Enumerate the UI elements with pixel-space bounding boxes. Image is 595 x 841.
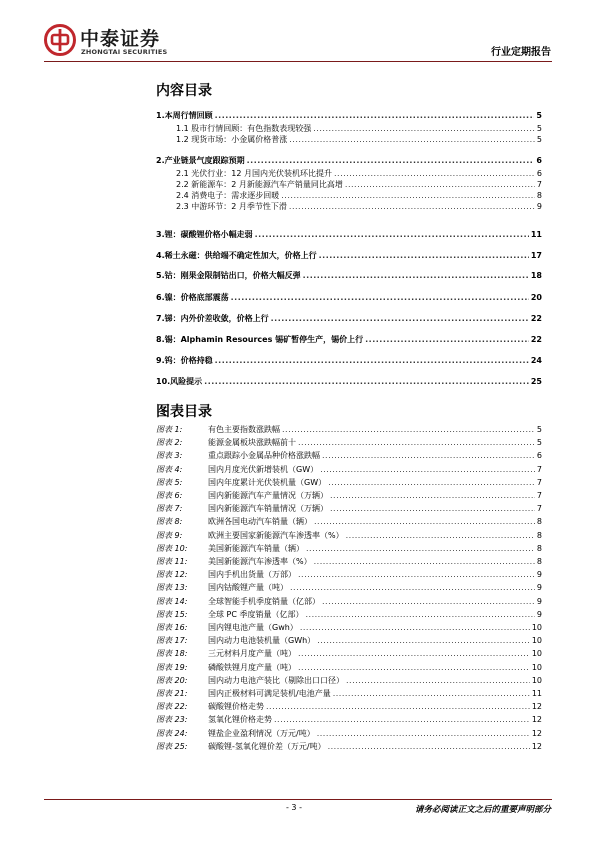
- toc-entry[interactable]: [156, 201, 542, 212]
- dot-leader: [274, 714, 530, 725]
- logo-chinese-name: 中泰证券: [80, 28, 161, 50]
- toc-entry[interactable]: [156, 292, 542, 303]
- figure-number: 图表 2:: [156, 438, 183, 447]
- figure-number: 图表 21:: [156, 689, 188, 698]
- dot-leader: [289, 134, 535, 145]
- toc-entry-page: 11: [530, 230, 542, 239]
- toc-entry-page: 25: [530, 377, 542, 386]
- figure-number: 图表 4:: [156, 465, 183, 474]
- dot-leader: [204, 376, 529, 387]
- figure-entry[interactable]: [156, 437, 542, 448]
- dot-leader: [289, 201, 535, 212]
- toc-entry-label: 3.锂：碳酸锂价格小幅走弱: [156, 230, 253, 239]
- figure-page: 5: [536, 425, 542, 434]
- figure-number: 图表 15:: [156, 610, 188, 619]
- figure-label: 氢氧化锂价格走势: [208, 715, 272, 724]
- figure-label: 碳酸锂-氢氧化锂价差（万元/吨）: [208, 742, 326, 751]
- figure-entry[interactable]: [156, 424, 542, 435]
- toc-entry[interactable]: [156, 229, 542, 240]
- dot-leader: [346, 675, 530, 686]
- dot-leader: [281, 190, 535, 201]
- toc-entry-label: 9.钨：价格持稳: [156, 356, 213, 365]
- dot-leader: [319, 250, 529, 261]
- figure-label: 锂盐企业盈利情况（万元/吨）: [208, 729, 315, 738]
- figure-page: 5: [536, 438, 542, 447]
- figure-entry[interactable]: [156, 714, 542, 725]
- toc-entry[interactable]: [156, 190, 542, 201]
- figure-entry[interactable]: [156, 516, 542, 527]
- toc-entry-page: 18: [530, 271, 542, 280]
- dot-leader: [322, 450, 535, 461]
- toc-entry-label: 2.产业链景气度跟踪预期: [156, 156, 245, 165]
- figure-entry[interactable]: [156, 688, 542, 699]
- dot-leader: [365, 334, 529, 345]
- logo-english-name: ZHONGTAI SECURITIES: [81, 48, 168, 56]
- toc-entry[interactable]: [156, 168, 542, 179]
- page-number: - 3 -: [286, 803, 302, 812]
- figure-label: 欧洲主要国家新能源汽车渗透率（%）: [208, 531, 344, 540]
- toc-entry-label: 4.稀土永磁：供给端不确定性加大，价格上行: [156, 251, 317, 260]
- toc-entry-label: 2.1 光伏行业：12 月国内光伏装机环比提升: [176, 169, 332, 178]
- figure-page: 7: [536, 465, 542, 474]
- dot-leader: [266, 701, 530, 712]
- toc-entry[interactable]: [156, 155, 542, 166]
- figure-label: 全球智能手机季度销量（亿部）: [208, 597, 320, 606]
- toc-entry-label: 1.本周行情回顾: [156, 111, 213, 120]
- figure-label: 三元材料月度产量（吨）: [208, 649, 296, 658]
- figure-label: 重点跟踪小金属品种价格涨跌幅: [208, 451, 320, 460]
- figures-title: 图表目录: [156, 404, 212, 420]
- figure-page: 10: [531, 676, 542, 685]
- figure-entry[interactable]: [156, 464, 542, 475]
- toc-title: 内容目录: [156, 83, 212, 99]
- figure-number: 图表 3:: [156, 451, 183, 460]
- dot-leader: [300, 622, 530, 633]
- figure-page: 12: [531, 715, 542, 724]
- toc-entry-page: 22: [530, 335, 542, 344]
- toc-entry-page: 24: [530, 356, 542, 365]
- figure-page: 12: [531, 729, 542, 738]
- figure-number: 图表 1:: [156, 425, 183, 434]
- toc-entry[interactable]: [156, 270, 542, 281]
- figure-entry[interactable]: [156, 662, 542, 673]
- toc-entry-label: 1.2 现货市场：小金属价格普涨: [176, 135, 288, 144]
- toc-entry[interactable]: [156, 179, 542, 190]
- toc-entry-label: 5.钴：刚果金限制钴出口，价格大幅反弹: [156, 271, 301, 280]
- figure-label: 国内新能源汽车产量情况（万辆）: [208, 491, 328, 500]
- figure-page: 9: [536, 610, 542, 619]
- toc-entry-page: 8: [536, 191, 542, 200]
- dot-leader: [317, 635, 530, 646]
- figure-label: 美国新能源汽车渗透率（%）: [208, 557, 312, 566]
- figure-number: 图表 12:: [156, 570, 188, 579]
- figure-entry[interactable]: [156, 490, 542, 501]
- figure-entry[interactable]: [156, 582, 542, 593]
- figure-number: 图表 10:: [156, 544, 188, 553]
- figure-entry[interactable]: [156, 728, 542, 739]
- toc-entry-label: 2.2 新能源车：2 月新能源汽车产销量同比高增: [176, 180, 343, 189]
- figure-page: 8: [536, 557, 542, 566]
- figure-page: 12: [531, 742, 542, 751]
- footer-divider: [44, 799, 552, 800]
- figure-number: 图表 19:: [156, 663, 188, 672]
- dot-leader: [215, 355, 529, 366]
- toc-entry-page: 6: [536, 156, 542, 165]
- figure-label: 欧洲各国电动汽车销量（辆）: [208, 517, 312, 526]
- figure-label: 国内动力电池装机量（GWh）: [208, 636, 316, 645]
- toc-entry-page: 6: [536, 169, 542, 178]
- dot-leader: [282, 424, 535, 435]
- toc-entry-page: 5: [536, 124, 542, 133]
- dot-leader: [231, 292, 529, 303]
- toc-entry-label: 6.镍：价格底部震荡: [156, 293, 229, 302]
- figure-entry[interactable]: [156, 596, 542, 607]
- toc-entry-label: 7.锑：内外价差收敛，价格上行: [156, 314, 269, 323]
- figure-label: 国内锂电池产量（Gwh）: [208, 623, 298, 632]
- figure-number: 图表 24:: [156, 729, 188, 738]
- figure-label: 磷酸铁锂月度产量（吨）: [208, 663, 296, 672]
- figure-page: 7: [536, 491, 542, 500]
- figure-number: 图表 18:: [156, 649, 188, 658]
- figure-page: 7: [536, 504, 542, 513]
- figure-number: 图表 7:: [156, 504, 183, 513]
- dot-leader: [346, 530, 535, 541]
- figure-page: 9: [536, 570, 542, 579]
- dot-leader: [298, 648, 530, 659]
- figure-number: 图表 22:: [156, 702, 188, 711]
- toc-entry[interactable]: [156, 376, 542, 387]
- figure-page: 9: [536, 597, 542, 606]
- dot-leader: [314, 556, 535, 567]
- dot-leader: [306, 543, 535, 554]
- figure-page: 10: [531, 636, 542, 645]
- toc-entry[interactable]: [156, 110, 542, 121]
- figure-number: 图表 9:: [156, 531, 183, 540]
- figure-number: 图表 13:: [156, 583, 188, 592]
- figure-entry[interactable]: [156, 701, 542, 712]
- figure-label: 国内正极材料可满足装机/电池产量: [208, 689, 331, 698]
- dot-leader: [328, 477, 535, 488]
- toc-entry-page: 7: [536, 180, 542, 189]
- dot-leader: [330, 490, 535, 501]
- toc-entry-label: 2.4 消费电子：需求逐步回暖: [176, 191, 280, 200]
- figure-page: 10: [531, 649, 542, 658]
- figure-label: 有色主要指数涨跌幅: [208, 425, 280, 434]
- dot-leader: [313, 123, 535, 134]
- dot-leader: [317, 728, 530, 739]
- dot-leader: [345, 179, 535, 190]
- page-header: [0, 0, 595, 64]
- dot-leader: [290, 582, 535, 593]
- toc-entry-label: 1.1 股市行情回顾：有色指数表现较强: [176, 124, 312, 133]
- figure-label: 能源金属板块涨跌幅前十: [208, 438, 296, 447]
- figure-page: 8: [536, 544, 542, 553]
- figure-entry[interactable]: [156, 635, 542, 646]
- figure-entry[interactable]: [156, 543, 542, 554]
- toc-entry[interactable]: [156, 250, 542, 261]
- dot-leader: [314, 516, 535, 527]
- figure-entry[interactable]: [156, 477, 542, 488]
- dot-leader: [215, 110, 535, 121]
- figure-number: 图表 16:: [156, 623, 188, 632]
- toc-entry[interactable]: [156, 334, 542, 345]
- figure-page: 6: [536, 451, 542, 460]
- toc-entry-page: 22: [530, 314, 542, 323]
- figure-number: 图表 11:: [156, 557, 188, 566]
- dot-leader: [247, 155, 535, 166]
- toc-entry-page: 9: [536, 202, 542, 211]
- dot-leader: [333, 688, 530, 699]
- toc-entry-label: 10.风险提示: [156, 377, 203, 386]
- figure-page: 9: [536, 583, 542, 592]
- figure-entry[interactable]: [156, 622, 542, 633]
- figure-number: 图表 17:: [156, 636, 188, 645]
- figure-page: 8: [536, 531, 542, 540]
- header-divider: [44, 61, 552, 62]
- footer-disclaimer: 请务必阅读正文之后的重要声明部分: [414, 805, 551, 815]
- figure-page: 8: [536, 517, 542, 526]
- figure-entry[interactable]: [156, 609, 542, 620]
- toc-entry-page: 17: [530, 251, 542, 260]
- dot-leader: [298, 569, 535, 580]
- figure-number: 图表 20:: [156, 676, 188, 685]
- figure-entry[interactable]: [156, 556, 542, 567]
- figure-number: 图表 5:: [156, 478, 183, 487]
- figure-entry[interactable]: [156, 530, 542, 541]
- figure-number: 图表 8:: [156, 517, 183, 526]
- figure-number: 图表 25:: [156, 742, 188, 751]
- toc-entry-page: 5: [536, 111, 542, 120]
- figure-number: 图表 23:: [156, 715, 188, 724]
- zhongtai-logo-icon: [44, 24, 76, 56]
- dot-leader: [328, 741, 530, 752]
- figure-label: 国内月度光伏新增装机（GW）: [208, 465, 319, 474]
- document-type-label: 行业定期报告: [491, 47, 551, 58]
- figure-label: 国内动力电池产装比（剔除出口口径）: [208, 676, 344, 685]
- figure-label: 全球 PC 季度销量（亿部）: [208, 610, 304, 619]
- dot-leader: [298, 437, 535, 448]
- zhongtai-logo: [44, 24, 184, 60]
- figure-page: 10: [531, 663, 542, 672]
- toc-entry-label: 8.锡：Alphamin Resources 锡矿暂停生产，锡价上行: [156, 335, 364, 344]
- toc-entry[interactable]: [156, 313, 542, 324]
- toc-entry[interactable]: [156, 355, 542, 366]
- dot-leader: [271, 313, 529, 324]
- figure-entry[interactable]: [156, 648, 542, 659]
- toc-entry[interactable]: [156, 134, 542, 145]
- figure-label: 国内手机出货量（万部）: [208, 570, 296, 579]
- dot-leader: [322, 596, 535, 607]
- figure-page: 10: [531, 623, 542, 632]
- figure-page: 11: [531, 689, 542, 698]
- figure-entry[interactable]: [156, 675, 542, 686]
- figure-number: 图表 6:: [156, 491, 183, 500]
- toc-entry-page: 5: [536, 135, 542, 144]
- figure-label: 美国新能源汽车销量（辆）: [208, 544, 304, 553]
- figure-label: 国内年度累计光伏装机量（GW）: [208, 478, 327, 487]
- toc-entry[interactable]: [156, 123, 542, 134]
- dot-leader: [320, 464, 535, 475]
- figure-page: 12: [531, 702, 542, 711]
- figure-number: 图表 14:: [156, 597, 188, 606]
- dot-leader: [255, 229, 529, 240]
- figure-entry[interactable]: [156, 450, 542, 461]
- figure-entry[interactable]: [156, 741, 542, 752]
- dot-leader: [306, 609, 535, 620]
- figure-label: 国内新能源汽车销量情况（万辆）: [208, 504, 328, 513]
- dot-leader: [298, 662, 530, 673]
- figure-label: 碳酸锂价格走势: [208, 702, 264, 711]
- figure-page: 7: [536, 478, 542, 487]
- toc-entry-label: 2.3 中游环节：2 月季节性下滑: [176, 202, 287, 211]
- figure-entry[interactable]: [156, 569, 542, 580]
- dot-leader: [330, 503, 535, 514]
- toc-entry-page: 20: [530, 293, 542, 302]
- figure-label: 国内钴酸锂产量（吨）: [208, 583, 288, 592]
- dot-leader: [334, 168, 535, 179]
- dot-leader: [303, 270, 529, 281]
- figure-entry[interactable]: [156, 503, 542, 514]
